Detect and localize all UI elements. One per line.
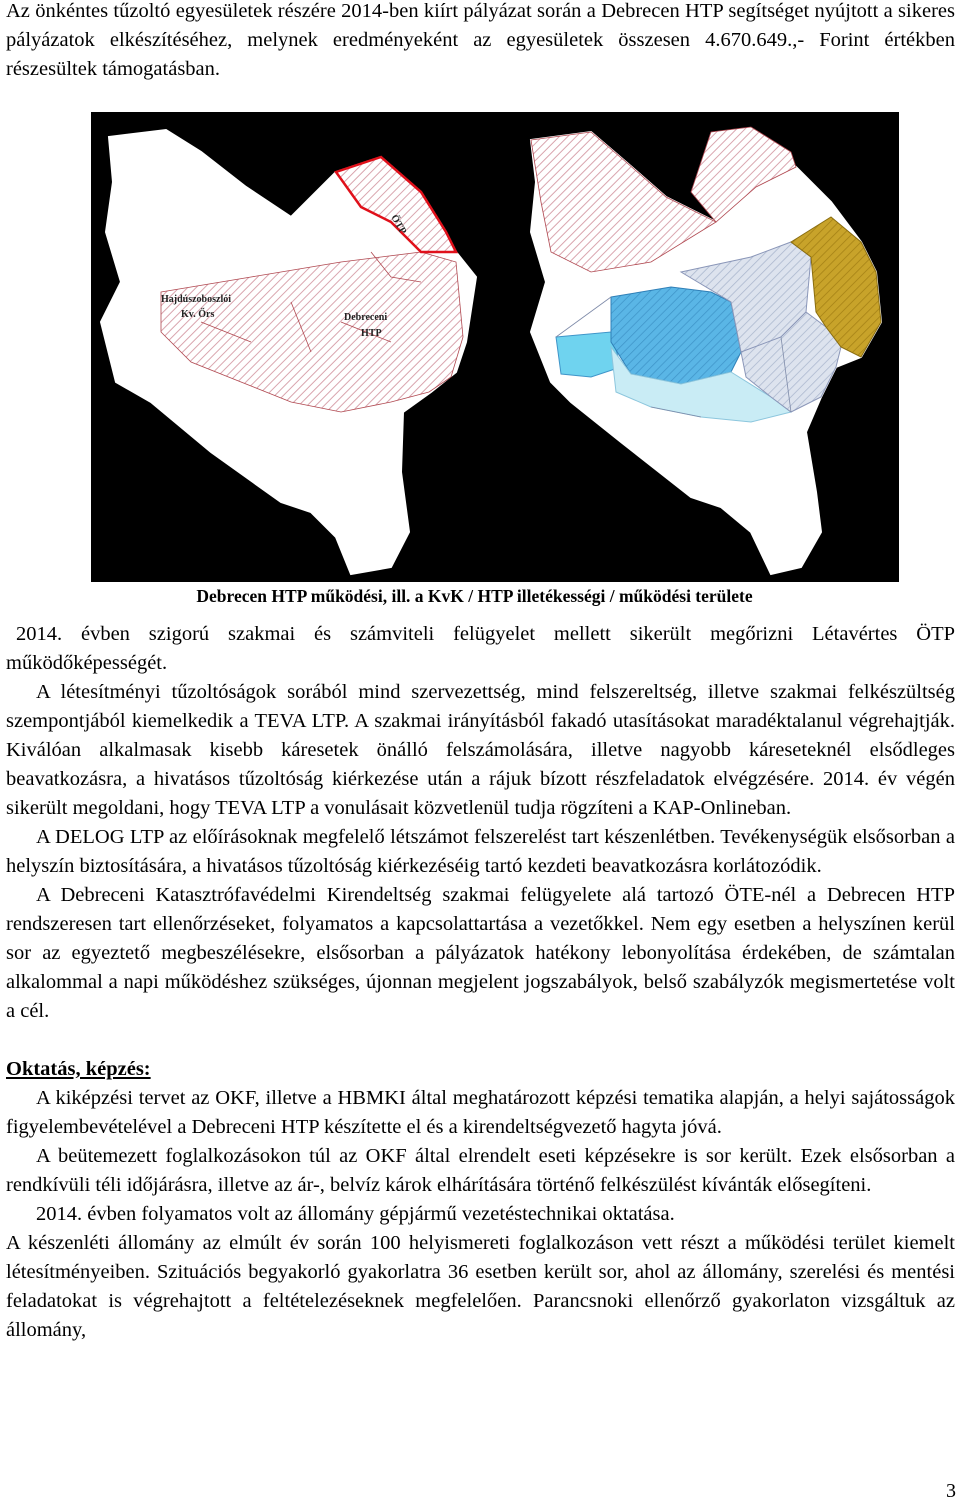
left-map — [101, 130, 476, 574]
right-map — [531, 127, 881, 574]
paragraph-kirendeltseg: A Debreceni Katasztrófavédelmi Kirendeltség szakmai felügyelete alá tartozó ÖTE-nél a Debrecen HTP rendszeresen tart ellenőrzéseket, folyamatos a kapcsolattartása a vezetőkkel. Nem egy esetben a helyszínen kerül sor az egyeztető megbeszélésekre, elsősorban a pályázatok hatékony lebonyolítása érdekében, de számtalan alkalommal a napi működéshez szükséges, újonnan megjelent jogszabályok, belső szabályzók megismertetése volt a cél. — [6, 884, 955, 1022]
figure-caption: Debrecen HTP működési, ill. a KvK / HTP illetékességi / működési területe — [196, 586, 753, 606]
paragraph-eseti-kepzesek: A beütemezett foglalkozásokon túl az OKF által elrendelt eseti képzésekre is sor került. Ezek elsősorban a rendkívüli téli időjárásra, illetve az ár-, belvíz károk elhárítására történő felkészülést kívánták elősegíteni. — [6, 1145, 955, 1196]
paragraph-teva: A létesítményi tűzoltóságok sorából mind szervezettség, mind felszereltség, illetve szakmai felkészültség szempontjából kiemelkedik a TEVA LTP. A szakmai irányításból fakadó utasításokat maradéktalanul végrehajtják. Kiválóan alkalmasak kisebb káresetek önálló felszámolására, illetve nagyobb káreseteknél elsődleges beavatkozásra, a hivatásos tűzoltóság kiérkezése után a rájuk bízott részfeladatok elvégzésére. 2014. év végén sikerült megoldani, hogy TEVA LTP a vonulásait közvetlenül tudja rögzíteni a KAP-Onlineban. — [6, 681, 955, 819]
district-maps-svg — [91, 112, 899, 582]
paragraph-keszenleti-allomany: A készenléti állomány az elmúlt év során 100 helyismereti foglalkozáson vett részt a működési terület kiemelt létesítményeiben. Szituációs begyakorló gyakorlatra 36 esetben került sor, ahol az állomány, szerelési és mentési feladatokat is végrehajtott a feltételezéseknek megfelelően. Parancsnoki ellenőrző gyakorlaton vizsgáltuk az állomány, — [6, 1232, 955, 1341]
label-hajduszoboszlo-2: Kv. Őrs — [181, 309, 215, 320]
district-maps-figure — [91, 112, 899, 582]
label-htp: HTP — [361, 328, 382, 339]
paragraph-vezetestechnikai: 2014. évben folyamatos volt az állomány gépjármű vezetéstechnikai oktatása. — [36, 1203, 675, 1225]
label-debreceni: Debreceni — [344, 312, 388, 323]
right-map-blue-region — [611, 287, 741, 384]
paragraph-letavertes: 2014. évben szigorú szakmai és számviteli felügyelet mellett sikerült megőrizni Létavértes ÖTP működőképességét. — [6, 623, 955, 674]
label-letavertes: ÖTP — [388, 213, 409, 237]
section-heading: Oktatás, képzés: — [6, 1058, 151, 1080]
intro-paragraph: Az önkéntes tűzoltó egyesületek részére 2014-ben kiírt pályázat során a Debrecen HTP segítséget nyújtott a sikeres pályázatok elkészítéséhez, melynek eredményeként az egyesületek összesen 4.670.649.,- Forint értékben részesültek támogatásban. — [6, 0, 955, 80]
label-hajduszoboszlo: Hajdúszoboszlói — [161, 294, 232, 305]
page-number: 3 — [946, 1480, 956, 1502]
paragraph-delog: A DELOG LTP az előírásoknak megfelelő létszámot felszerelést tart készenlétben. Tevékenységük elsősorban a helyszín biztosítására, a hivatásos tűzoltóság kiérkezéséig tartó kezdeti beavatkozásra korlátozódik. — [6, 826, 955, 877]
document-body — [6, 620, 955, 1345]
paragraph-kikepzesi-terv: A kiképzési tervet az OKF, illetve a HBMKI által meghatározott képzési tematika alapján, a helyi sajátosságok figyelembevételével a Debreceni HTP készítette el és a kirendeltségvezető hagyta jóvá. — [6, 1087, 955, 1138]
